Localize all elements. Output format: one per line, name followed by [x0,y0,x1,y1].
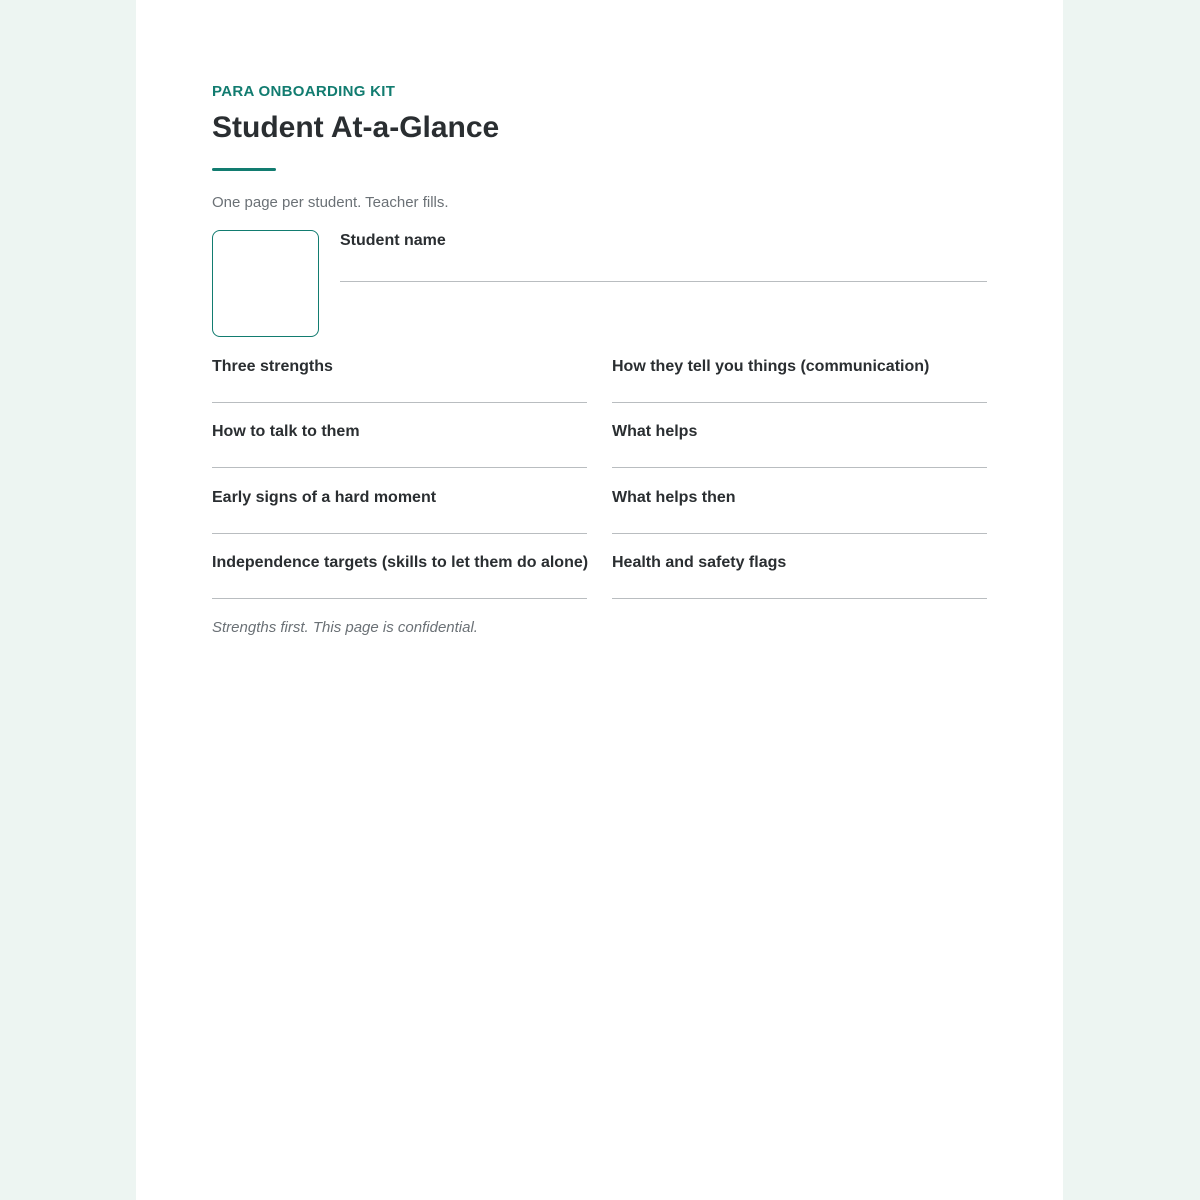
field-communication[interactable] [612,354,987,403]
field-label: What helps then [612,489,736,506]
field-label: What helps [612,423,698,440]
student-name-field[interactable] [340,232,987,282]
field-label: How they tell you things (communication) [612,358,930,375]
page-subtitle: One page per student. Teacher fills. [212,194,449,211]
field-label: Three strengths [212,358,333,375]
field-what-helps-then[interactable] [612,485,987,534]
confidential-note: Strengths first. This page is confidential. [212,619,478,636]
field-early-signs[interactable] [212,485,587,534]
field-health-safety[interactable] [612,550,987,599]
field-what-helps[interactable] [612,419,987,468]
student-photo-box[interactable] [212,230,319,337]
field-label: Health and safety flags [612,554,787,571]
kit-kicker: PARA ONBOARDING KIT [212,83,396,100]
field-label: Independence targets (skills to let them do alone) [212,554,589,571]
document-page [136,0,1063,1200]
field-three-strengths[interactable] [212,354,587,403]
title-accent-rule [212,168,276,171]
field-independence-targets[interactable] [212,550,587,599]
student-name-label: Student name [340,232,446,249]
field-label: Early signs of a hard moment [212,489,437,506]
page-title: Student At-a-Glance [212,111,500,144]
field-label: How to talk to them [212,423,360,440]
field-how-to-talk[interactable] [212,419,587,468]
